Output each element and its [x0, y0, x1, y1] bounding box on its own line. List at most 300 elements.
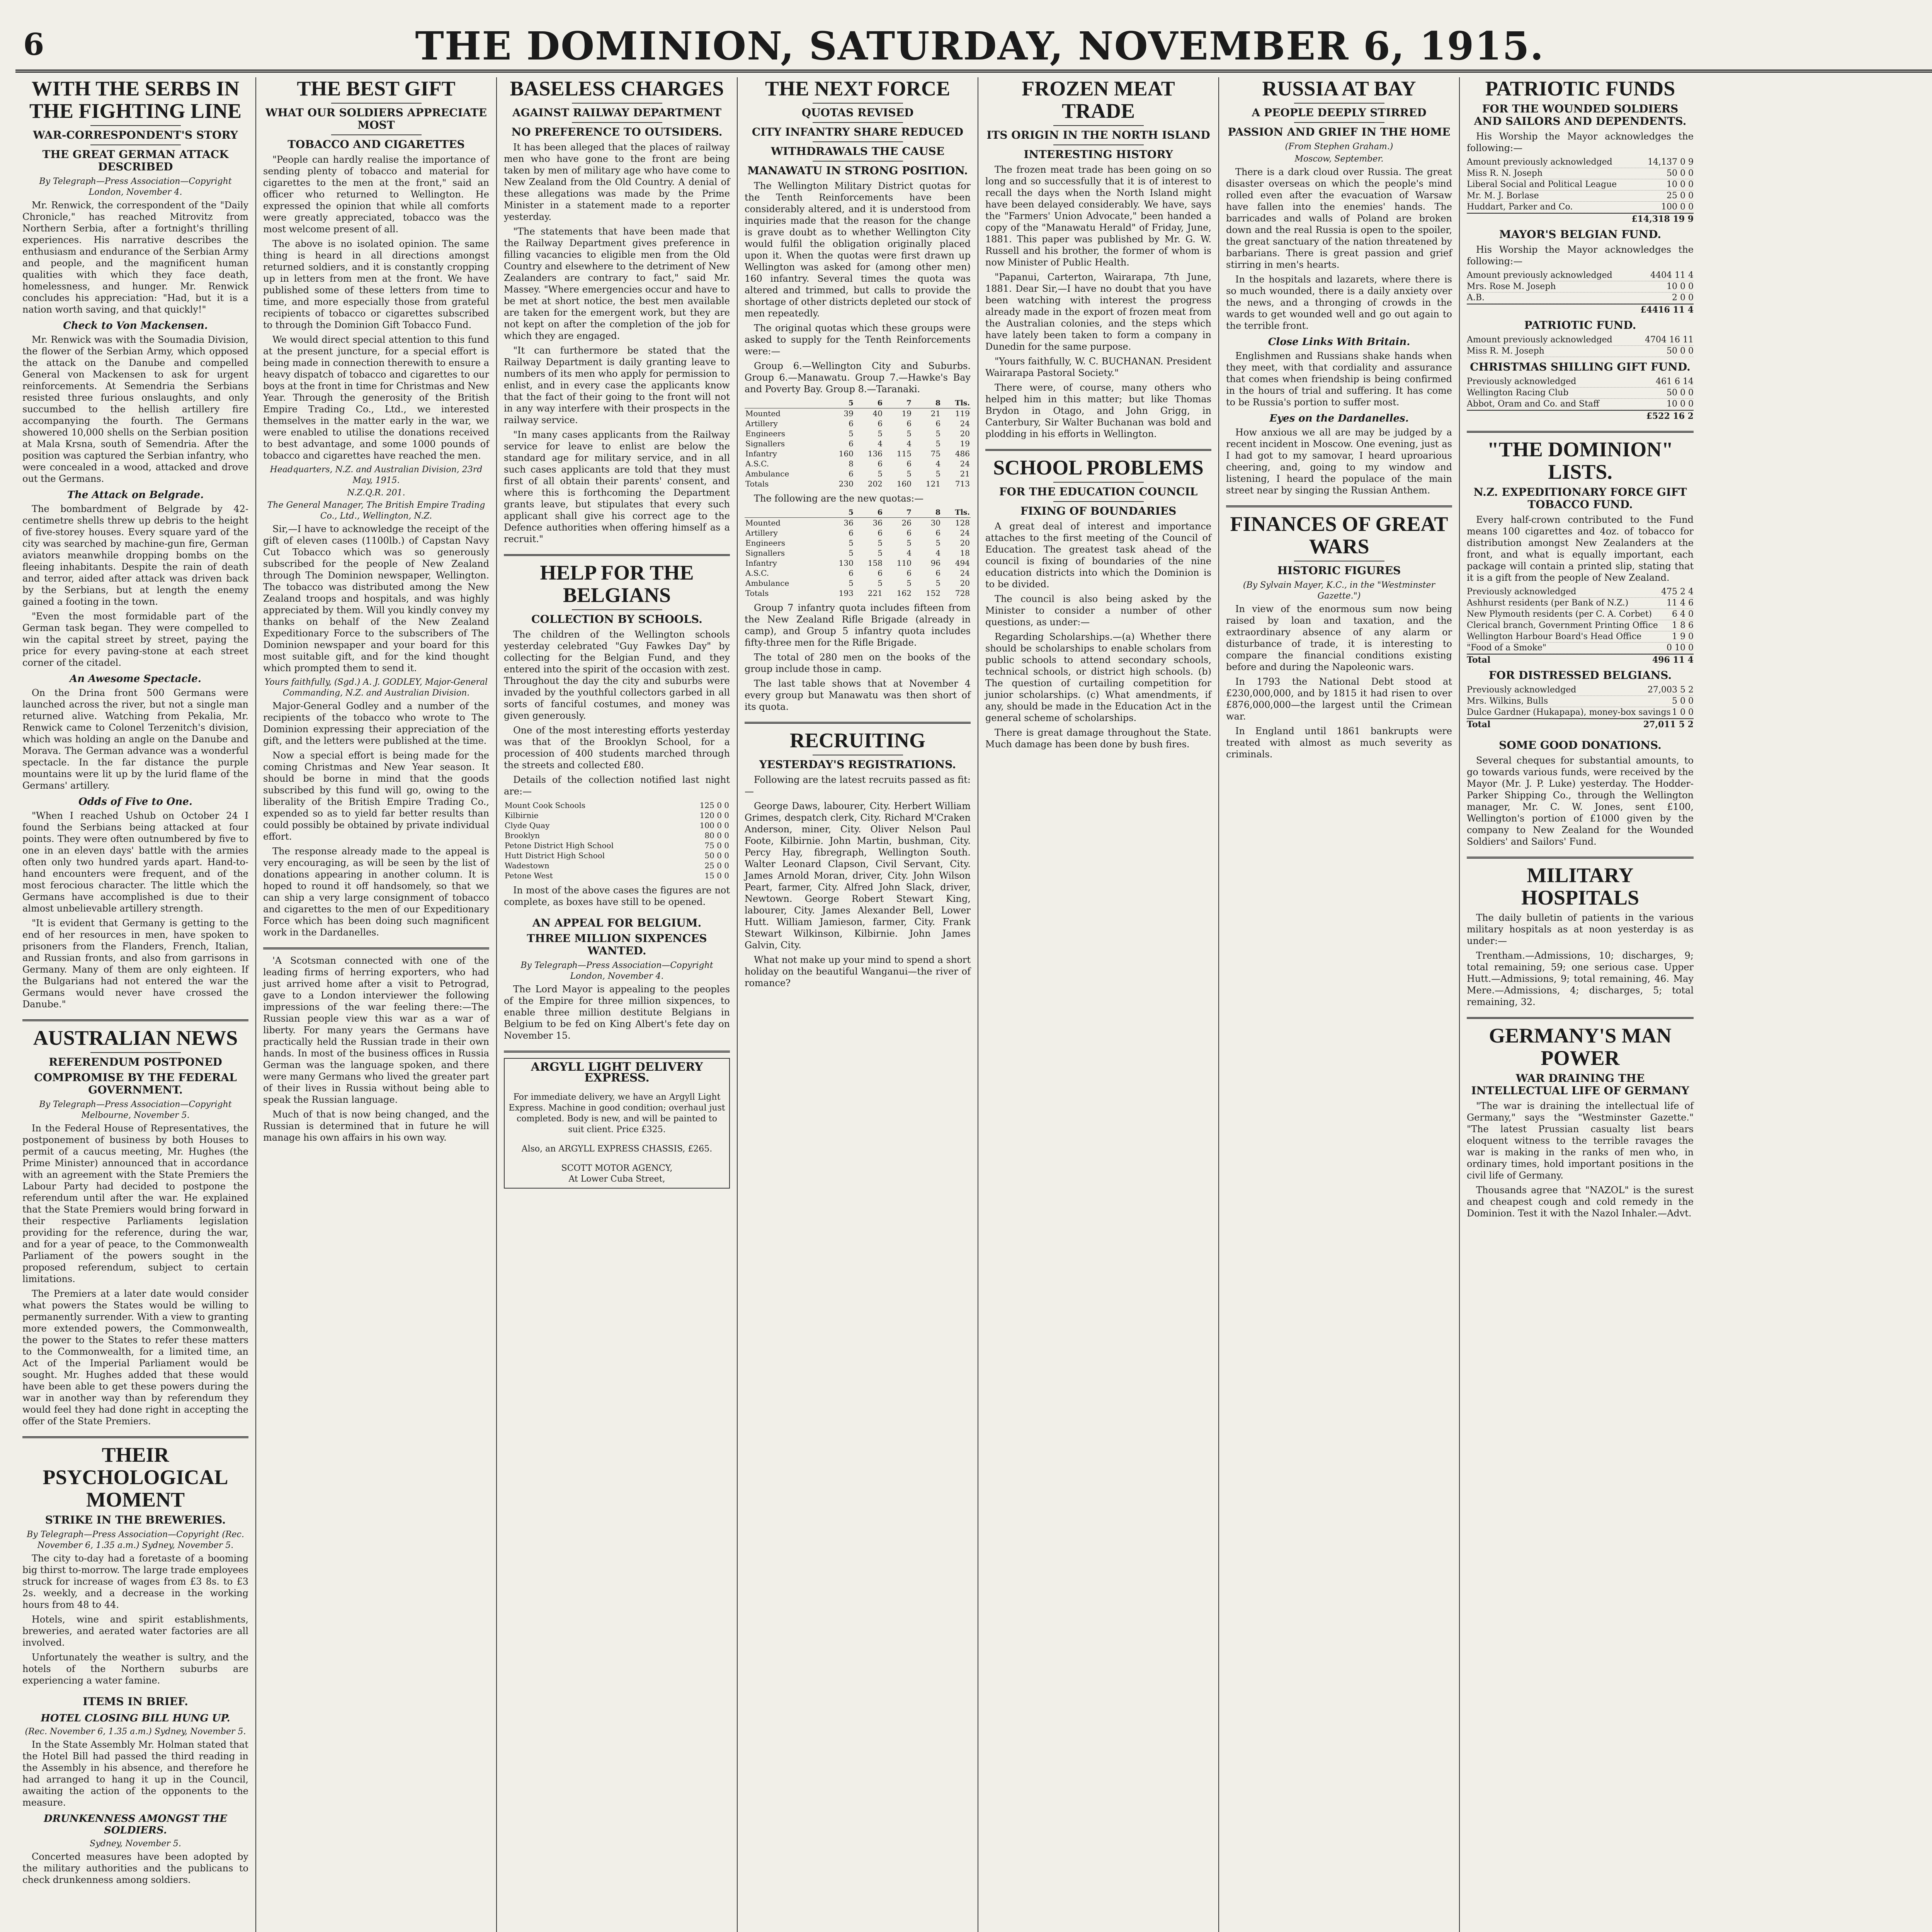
- table-header-row: 5 6 7 8 Tls.: [745, 507, 971, 518]
- ledger-amount: 0 10 0: [1667, 643, 1694, 653]
- ledger-label: Mrs. Rose M. Joseph: [1467, 282, 1556, 291]
- table-cell: 5: [849, 548, 854, 558]
- article-russia-at-bay: [1226, 77, 1452, 496]
- table-cell: Totals: [745, 588, 769, 598]
- table-cell: 24: [960, 568, 970, 578]
- headline: SCHOOL PROBLEMS: [993, 456, 1204, 479]
- ledger-amount: £4416 11 4: [1640, 305, 1694, 315]
- table-cell: 6: [849, 419, 854, 428]
- ledger-amount: 27,011 5 2: [1643, 719, 1694, 730]
- ledger-row: [1467, 631, 1694, 643]
- table-row: [745, 439, 971, 449]
- table-cell: 20: [960, 429, 970, 438]
- article-dominion-lists: [1467, 438, 1694, 730]
- table-cell: 5: [878, 469, 883, 478]
- article-recruiting: [745, 729, 971, 989]
- ledger-label: Dulce Gardner (Hukapapa), money-box savings: [1467, 707, 1671, 717]
- table-cell: 230: [838, 479, 854, 488]
- paragraph: The following are the new quotas:—: [754, 493, 924, 504]
- ledger-row: [1467, 335, 1694, 346]
- table-cell: 4: [906, 439, 912, 448]
- article-germany-man-power: [1467, 1024, 1694, 1219]
- ad-address: At Lower Cuba Street,: [568, 1174, 665, 1184]
- ledger-distressed-belgians: [1467, 685, 1694, 730]
- table-cell: 6: [878, 528, 883, 537]
- table-cell: 5: [906, 469, 912, 478]
- newspaper-title: THE DOMINION, SATURDAY, NOVEMBER 6, 1915.: [415, 23, 1544, 69]
- ledger-label: Miss R. M. Joseph: [1467, 346, 1544, 356]
- paragraph: "It can furthermore be stated that the Railway Department is daily granting leave to numbers of its men who apply for permission to enlist, and in every case the applicants know that the fact of their going to the front will not in any way interfere with their prospects in the railway service.: [504, 345, 730, 425]
- section-head: The Attack on Belgrade.: [67, 489, 204, 501]
- ledger-label: Liberal Social and Political League: [1467, 180, 1617, 189]
- table-cell: 728: [955, 588, 970, 598]
- table-cell: 36: [844, 518, 854, 527]
- ledger-belgian-fund: [1467, 270, 1694, 315]
- paragraph: The response already made to the appeal is very encouraging, as will be seen by the list of donations appearing in another column. It is hoped to round it off handsomely, so that we can ship a very large consignment of tobacco and cigarettes to the men of our Expeditionary Force which has been doing such magnificent work in the Dardanelles.: [263, 846, 489, 938]
- ledger-tobacco-fund: [1467, 587, 1694, 665]
- table-cell: 162: [896, 588, 912, 598]
- ledger-row: [1467, 388, 1694, 399]
- article-patriotic-funds: [1467, 77, 1694, 422]
- paragraph: Much of that is now being changed, and the Russian is determined that in future he will manage his own affairs in his own way.: [263, 1109, 489, 1143]
- paragraph: Hotels, wine and spirit establishments, breweries, and aerated water factories are all involved.: [22, 1614, 248, 1648]
- dateline: By Telegraph—Press Association—Copyright London, November 4.: [520, 961, 713, 981]
- table-row: Brooklyn 80 0 0: [505, 831, 729, 840]
- table-cell: 6: [878, 568, 883, 578]
- column-4: [738, 77, 978, 1932]
- paragraph: The last table shows that at November 4 every group but Manawatu was then short of its quota.: [745, 678, 971, 712]
- paragraph: There is a dark cloud over Russia. The great disaster overseas on which the people's mind rolled even after the evacuation of Warsaw have fallen into the enemies' hands. The barricades and walls of Poland are broken down and the real Russia is open to the spoiler, the great sanctuary of the nation threatened by barbarians. There is great passion and grief stirring in men's hearts.: [1226, 167, 1452, 270]
- paragraph: Englishmen and Russians shake hands when they meet, with that cordiality and assurance that comes when friendship is being confirmed in the hours of trial and suffering. It has come to be Russia's portion to suffer most.: [1226, 350, 1452, 408]
- ledger-amount: 5 0 0: [1672, 696, 1694, 706]
- page-number: 6: [23, 27, 44, 62]
- paragraph: Unfortunately the weather is sultry, and the hotels of the Northern suburbs are experiencing a water famine.: [22, 1652, 248, 1686]
- dateline: Sydney, November 5.: [90, 1839, 181, 1849]
- table-cell: 19: [960, 439, 970, 448]
- table-row: [745, 429, 971, 439]
- table-row: Kilbirnie 120 0 0: [505, 811, 729, 820]
- ledger-amount: 25 0 0: [1667, 191, 1694, 201]
- paragraph: What not make up your mind to spend a short holiday on the beautiful Wanganui—the river of romance?: [745, 954, 971, 988]
- table-row: [745, 588, 971, 598]
- ledger-label: Mrs. Wilkins, Bulls: [1467, 696, 1548, 706]
- paragraph: In most of the above cases the figures are not complete, as boxes have still to be opened.: [504, 885, 730, 907]
- article-military-hospitals: [1467, 864, 1694, 1008]
- subdeck: COMPROMISE BY THE FEDERAL GOVERNMENT.: [34, 1071, 237, 1096]
- ledger-amount: 461 6 14: [1656, 377, 1694, 386]
- paragraph: The original quotas which these groups were asked to supply for the Tenth Reinforcements were:—: [745, 323, 971, 357]
- table-cell: 5: [906, 429, 912, 438]
- byline: (By Sylvain Mayer, K.C., in the "Westminster Gazette."): [1243, 580, 1435, 601]
- column-2: [256, 77, 497, 1932]
- deck: COLLECTION BY SCHOOLS.: [531, 613, 702, 626]
- table-row: Petone District High School 75 0 0: [505, 841, 729, 850]
- column-3: [497, 77, 738, 1932]
- table-cell: 39: [844, 409, 854, 418]
- section-head: Eyes on the Dardanelles.: [1269, 413, 1409, 424]
- article-psychological-moment: [22, 1444, 248, 1686]
- paragraph: Details of the collection notified last night are:—: [504, 774, 730, 797]
- ledger-row: [1467, 202, 1694, 213]
- subhead: ITS ORIGIN IN THE NORTH ISLAND: [986, 129, 1210, 141]
- divider: [813, 122, 903, 123]
- table-cell: 158: [867, 558, 883, 568]
- ledger-label: New Plymouth residents (per C. A. Corbet): [1467, 609, 1652, 619]
- table-cell: 75: [930, 449, 941, 458]
- ledger-row: [1467, 598, 1694, 609]
- table-row: [745, 408, 971, 419]
- ledger-row: [1467, 293, 1694, 304]
- subhead: AGAINST RAILWAY DEPARTMENT: [512, 106, 722, 119]
- section-divider: [1467, 857, 1694, 859]
- ledger-amount: 2 0 0: [1672, 293, 1694, 303]
- article-donations: [1467, 739, 1694, 847]
- section-head: Odds of Five to One.: [78, 796, 192, 808]
- deck: WAR DRAINING THE INTELLECTUAL LIFE OF GERMANY: [1471, 1072, 1689, 1097]
- subhead: MAYOR'S BELGIAN FUND.: [1499, 228, 1662, 241]
- subhead: PATRIOTIC FUND.: [1524, 319, 1636, 332]
- article-next-force: [745, 77, 971, 713]
- paragraph: In the Federal House of Representatives, the postponement of business by both Houses to permit of a caucus meeting, Mr. Hughes (the Prime Minister) announced that in accordance with an agreement with the State Premiers the Labour Party had decided to postpone the referendum until after the war. He explained that the State Premiers would bring forward in their respective Parliaments legislation providing for the reference, during the war, and for a year of peace, to the Commonwealth Parliament of the powers sought in the proposed referendum, subject to certain limitations.: [22, 1123, 248, 1284]
- subhead: A PEOPLE DEEPLY STIRRED: [1252, 106, 1427, 119]
- headline: BASELESS CHARGES: [510, 77, 724, 100]
- ledger-amount: 10 0 0: [1667, 282, 1694, 291]
- ledger-label: A.B.: [1467, 293, 1485, 303]
- divider: [572, 122, 662, 123]
- ledger-label: Previously acknowledged: [1467, 587, 1577, 597]
- column-1: [15, 77, 256, 1932]
- dateline: By Telegraph—Press Association—Copyright (Rec. November 6, 1.35 a.m.) Sydney, November 5.: [27, 1530, 244, 1550]
- ledger-label: Amount previously acknowledged: [1467, 157, 1612, 167]
- ledger-label: Abbot, Oram and Co. and Staff: [1467, 399, 1599, 409]
- ledger-amount: 50 0 0: [1667, 168, 1694, 178]
- byline: (From Stephen Graham.): [1285, 142, 1393, 151]
- ledger-label: Miss R. N. Joseph: [1467, 168, 1543, 178]
- ledger-total-row: [1467, 410, 1694, 422]
- paragraph: Concerted measures have been adopted by the military authorities and the publicans to check drunkenness among soldiers.: [22, 1851, 248, 1885]
- table-row: [745, 418, 971, 429]
- ad-headline: ARGYLL LIGHT DELIVERY EXPRESS.: [531, 1060, 703, 1085]
- ledger-total-row: [1467, 654, 1694, 665]
- ledger-label: Wellington Racing Club: [1467, 388, 1569, 398]
- table-row: Petone West 15 0 0: [505, 871, 729, 880]
- divider: [572, 103, 662, 104]
- headline: WITH THE SERBS IN THE FIGHTING LINE: [29, 77, 242, 122]
- table-cell: Infantry: [745, 449, 777, 458]
- paragraph: On the Drina front 500 Germans were launched across the river, but not a single man returned alive. Watching from Pekalia, Mr. Renwick came to Colonel Terzenitch's division, which was holding an angle on the Danube and Morava. The German advance was a wonderful spectacle. In the far distance the purple mountains were lit up by the lurid flame of the Germans' artillery.: [22, 687, 248, 791]
- table-row: [745, 528, 971, 538]
- article-australian-news: [22, 1027, 248, 1427]
- groups-legend: Group 6.—Wellington City and Suburbs. Group 6.—Manawatu. Group 7.—Hawke's Bay and Poverty Bay. Group 8.—Taranaki.: [745, 361, 971, 395]
- divider: [1053, 501, 1144, 502]
- ledger-row: [1467, 376, 1694, 388]
- article-finances-great-wars: [1226, 513, 1452, 760]
- paragraph: "The war is draining the intellectual life of Germany," says the "Westminster Gazette." "The latest Prussian casualty list bears eloquent witness to the terrible ravages the war is making in the ranks of men who, in ordinary times, hold important positions in the civil life of Germany.: [1467, 1100, 1694, 1181]
- table-cell: 18: [960, 548, 970, 558]
- letter-heading: Headquarters, N.Z. and Australian Division, 23rd May, 1915.: [270, 465, 483, 485]
- subdeck: FIXING OF BOUNDARIES: [1020, 505, 1177, 517]
- table-row: [745, 518, 971, 528]
- ledger-amount: 11 4 6: [1667, 598, 1694, 608]
- paragraph: The frozen meat trade has been going on so long and so successfully that it is of interest to recall the days when the North Island might have been delayed considerably. We have, says the "Farmers' Union Advocate," been handed a copy of the "Manawatu Herald" of Friday, June, 1881. This paper was published by Mr. G. W. Russell and his brother, the former of whom is now Minister of Public Health.: [985, 164, 1211, 268]
- headline: THEIR PSYCHOLOGICAL MOMENT: [43, 1443, 228, 1511]
- table-cell: 30: [930, 518, 941, 527]
- ledger-label: Wellington Harbour Board's Head Office: [1467, 632, 1642, 641]
- deck: YESTERDAY'S REGISTRATIONS.: [759, 758, 956, 771]
- deck: N.Z. EXPEDITIONARY FORCE GIFT TOBACCO FUND.: [1473, 486, 1687, 511]
- subhead: WAR-CORRESPONDENT'S STORY: [33, 129, 238, 141]
- headline: SOME GOOD DONATIONS.: [1499, 739, 1662, 752]
- table-cell: 5: [878, 429, 883, 438]
- section-divider: [263, 947, 489, 949]
- paragraph: "The statements that have been made that the Railway Department gives preference in filling vacancies to eligible men from the Old Country and elsewhere to the detriment of New Zealanders are contrary to fact," said Mr. Massey. "Where emergencies occur and have to be met at short notice, the best men available are taken for the emergent work, but they are not kept on after the completion of the job for which they are engaged.: [504, 226, 730, 341]
- table-body: [745, 518, 971, 599]
- collection-table: [504, 800, 730, 881]
- paragraph: The Wellington Military District quotas for the Tenth Reinforcements have been considerably altered, and it is understood from inquiries made that the reason for the change is grave doubt as to whether Wellington City would fulfil the obligation originally placed upon it. When the quotas were first drawn up Wellington was asked for (among other men) 160 infantry. Several times the quota was altered and trimmed, but calls to provide the shortage of other districts depleted our stock of men repeatedly.: [745, 180, 971, 319]
- table-cell: 160: [838, 449, 854, 458]
- table-cell: 115: [896, 449, 912, 458]
- ledger-label: Mr. M. J. Borlase: [1467, 191, 1539, 201]
- ledger-amount: 475 2 4: [1661, 587, 1694, 597]
- paragraph: The above is no isolated opinion. The same thing is heard in all directions amongst returned soldiers, and it is constantly cropping up in letters from men at the front. We have published some of these letters from time to time, and more especially those from grateful recipients of tobacco or cigarettes subscribed to through the Dominion Gift Tobacco Fund.: [263, 238, 489, 330]
- divider: [813, 161, 903, 162]
- deck: CITY INFANTRY SHARE REDUCED: [752, 126, 964, 138]
- paragraph: Several cheques for substantial amounts, to go towards various funds, were received by the Mayor (Mr. J. P. Luke) yesterday. The Hodder-Parker Shipping Co., through the Wellington manager, Mr. C. W. Jones, sent £100, Wellington's portion of £1000 given by the company to New Zealand for the Wounded Soldiers' and Sailors' Fund.: [1467, 755, 1694, 847]
- paragraph: Major-General Godley and a number of the recipients of the tobacco who wrote to The Dominion expressing their appreciation of the gift, and the letters were published at the time.: [263, 701, 489, 746]
- divider: [813, 141, 903, 142]
- table-cell: 202: [867, 479, 883, 488]
- dateline: Moscow, September.: [1294, 154, 1384, 164]
- table-cell: 6: [906, 459, 912, 468]
- new-quotas-table: [745, 507, 971, 598]
- table-cell: Engineers: [745, 429, 786, 438]
- ledger-amount: 50 0 0: [1667, 388, 1694, 398]
- table-cell: 136: [867, 449, 883, 458]
- table-row: [745, 558, 971, 568]
- paragraph: "In many cases applicants from the Railway service for leave to enlist are below the standard age for military service, and in all such cases applicants are told that they must first of all obtain their parents' consent, and where this is forthcoming the Department grants leave, but stipulates that every such applicant shall give his correct age to the Defence authorities when offering himself as a recruit.": [504, 429, 730, 544]
- section-head: Check to Von Mackensen.: [63, 320, 208, 332]
- divider: [1053, 125, 1144, 126]
- ledger-row: [1467, 270, 1694, 281]
- ledger-total-row: [1467, 213, 1694, 224]
- ledger-amount: 4404 11 4: [1650, 270, 1694, 280]
- ledger-row: [1467, 168, 1694, 179]
- dateline: (Rec. November 6, 1.35 a.m.) Sydney, November 5.: [25, 1727, 246, 1736]
- table-cell: 21: [960, 469, 970, 478]
- table-cell: Signallers: [745, 548, 785, 558]
- ledger-amount: 496 11 4: [1652, 655, 1694, 665]
- ledger-row: [1467, 346, 1694, 357]
- divider: [1294, 103, 1384, 104]
- headline: AUSTRALIAN NEWS: [33, 1026, 238, 1049]
- paragraph: In the State Assembly Mr. Holman stated that the Hotel Bill had passed the third reading in the Assembly in his absence, and therefore he had arranged to hang it up in the Council, awaiting the action of the opponents to the measure.: [22, 1739, 248, 1808]
- section-divider: [1467, 1017, 1694, 1019]
- table-cell: 5: [878, 548, 883, 558]
- paragraph: In 1793 the National Debt stood at £230,000,000, and by 1815 it had risen to over £876,000,000—the largest until the Crimean war.: [1226, 676, 1452, 722]
- table-row: [745, 538, 971, 548]
- ledger-row: [1467, 587, 1694, 598]
- table-cell: 8: [849, 459, 854, 468]
- paragraph: "Papanui, Carterton, Wairarapa, 7th June, 1881. Dear Sir,—I have no doubt that you have been watching with interest the progress already made in the export of frozen meat from the Australian colonies, and the steps which have lately been taken to form a company in Dunedin for the same purpose.: [985, 272, 1211, 352]
- table-cell: 494: [955, 558, 970, 568]
- paragraph: Every half-crown contributed to the Fund means 100 cigarettes and 4oz. of tobacco for distribution amongst New Zealanders at the front, and what is equally important, each package will contain a printed slip, stating that it is a gift from the people of New Zealand.: [1467, 514, 1694, 583]
- section-divider: [985, 449, 1211, 451]
- section-divider: [1467, 431, 1694, 433]
- ledger-amount: 100 0 0: [1661, 202, 1694, 212]
- section-divider: [22, 1019, 248, 1021]
- table-cell: 4: [935, 459, 941, 468]
- table-cell: 160: [896, 479, 912, 488]
- table-cell: 40: [872, 409, 883, 418]
- ledger-amount: 1 9 0: [1672, 632, 1694, 641]
- dateline: By Telegraph—Press Association—Copyright London, November 4.: [39, 177, 232, 197]
- section-divider: [504, 554, 730, 556]
- ad-text: For immediate delivery, we have an Argyll Light Express. Machine in good condition; overhaul just completed. Body is new, and will be painted to suit client. Price £325.: [509, 1092, 725, 1134]
- table-cell: Ambulance: [745, 469, 789, 478]
- paragraph: There is great damage throughout the State. Much damage has been done by bush fires.: [985, 727, 1211, 750]
- divider: [1294, 122, 1384, 123]
- deck: HISTORIC FIGURES: [1277, 564, 1401, 577]
- table-row: [745, 469, 971, 479]
- table-cell: 5: [935, 578, 941, 588]
- table-cell: 4: [935, 548, 941, 558]
- table-cell: 26: [901, 518, 912, 527]
- ledger-total-row: [1467, 304, 1694, 315]
- deck: THREE MILLION SIXPENCES WANTED.: [527, 932, 707, 957]
- table-cell: 4: [878, 439, 883, 448]
- advertisement: Thousands agree that "NAZOL" is the surest and cheapest cough and cold remedy in the Dominion. Test it with the Nazol Inhaler.—Advt.: [1467, 1185, 1694, 1219]
- paragraph: The Lord Mayor is appealing to the peoples of the Empire for three million sixpences, to enable three million destitute Belgians in Belgium to be fed on King Albert's fete day on November 15.: [504, 984, 730, 1041]
- ledger-label: Amount previously acknowledged: [1467, 270, 1612, 280]
- headline: GERMANY'S MAN POWER: [1489, 1024, 1672, 1070]
- table-cell: 24: [960, 419, 970, 428]
- letter-reference: N.Z.Q.R. 201.: [347, 488, 405, 498]
- table-header-row: 5 6 7 8 Tls.: [745, 398, 971, 408]
- paragraph: His Worship the Mayor acknowledges the following:—: [1467, 131, 1694, 153]
- paragraph: "It is evident that Germany is getting to the end of her resources in men, have spoken to prisoners from the Flanders, French, Italian, and Russian fronts, and also from garrisons in Germany. Many of them are only eighteen. If the Bulgarians had not entered the war the Germans would never have crossed the Danube.": [22, 918, 248, 1010]
- section-head: DRUNKENNESS AMONGST THE SOLDIERS.: [44, 1813, 227, 1836]
- table-cell: 119: [955, 409, 970, 418]
- column-5: [978, 77, 1219, 1932]
- paragraph: In the hospitals and lazarets, where there is so much wounded, there is a daily anxiety over the news, and a thronging of crowds in the wards to get wounded well and go out again to the terrible front.: [1226, 274, 1452, 331]
- table-cell: 5: [935, 429, 941, 438]
- ad-text: Also, an ARGYLL EXPRESS CHASSIS, £265.: [521, 1144, 713, 1154]
- ledger-row: [1467, 399, 1694, 410]
- ledger-row: [1467, 609, 1694, 620]
- paragraph: Mr. Renwick was with the Soumadia Division, the flower of the Serbian Army, which opposed the attack on the Danube and compelled General von Mackensen to ask for urgent reinforcements. At Semendria the Serbians resisted three furious onslaughts, and only succumbed to the hellish artillery fire accompanying the fourth. The Germans showered 10,000 shells on the Serbian position at Mala Krsna, south of Semendria. After the position was captured the Serbian infantry, who were concealed in a wood, attacked and drove out the Germans.: [22, 334, 248, 484]
- section-head: Close Links With Britain.: [1268, 336, 1410, 348]
- divider: [813, 103, 903, 104]
- table-cell: 36: [872, 518, 883, 527]
- paragraph: In England until 1861 bankrupts were treated with almost as much severity as criminals.: [1226, 726, 1452, 760]
- table-row: Hutt District High School 50 0 0: [505, 851, 729, 860]
- headline: THE NEXT FORCE: [765, 77, 951, 100]
- table-cell: Artillery: [745, 528, 778, 537]
- ledger-amount: 10 0 0: [1667, 180, 1694, 189]
- table-cell: 96: [930, 558, 941, 568]
- table-cell: 5: [906, 578, 912, 588]
- table-cell: 6: [906, 419, 912, 428]
- table-row: [745, 479, 971, 489]
- deck: FOR THE EDUCATION COUNCIL: [999, 485, 1198, 498]
- table-cell: 6: [935, 419, 941, 428]
- paragraph: Regarding Scholarships.—(a) Whether there should be scholarships to enable scholars from public schools to attend secondary schools, technical schools, or district high schools. (b) The question of curtailing competition for junior scholarships. (c) What amendments, if any, should be made in the Education Act in the general scheme of scholarships.: [985, 631, 1211, 723]
- headline: THE BEST GIFT: [297, 77, 456, 100]
- article-russian-trade: [263, 955, 489, 1143]
- paragraph: The bombardment of Belgrade by 42-centimetre shells threw up debris to the height of five-storey houses. Every square yard of the city was searched by machine-gun fire, German aviators meanwhile dropping bombs on the fleeing inhabitants. Despite the rain of death and terror, aided after attack was driven back by the Serbians, but at length the enemy gained a footing in the town.: [22, 503, 248, 607]
- section-divider: [22, 1436, 248, 1438]
- ledger-christmas-fund: [1467, 376, 1694, 422]
- divider: [90, 125, 181, 126]
- paragraph: There were, of course, many others who helped him in this matter; but like Thomas Brydon in Otago, and John Grigg, in Canterbury, Sir Walter Buchanan was bold and plodding in his efforts in Wellington.: [985, 382, 1211, 439]
- deck: TOBACCO AND CIGARETTES: [287, 138, 465, 151]
- table-cell: 121: [925, 479, 941, 488]
- headline: FINANCES OF GREAT WARS: [1230, 512, 1448, 558]
- table-cell: 152: [925, 588, 941, 598]
- dateline: By Telegraph—Press Association—Copyright Melbourne, November 5.: [39, 1100, 232, 1120]
- headline: PATRIOTIC FUNDS: [1485, 77, 1675, 100]
- table-cell: 6: [935, 528, 941, 537]
- ledger-total-row: [1467, 718, 1694, 730]
- paragraph: In view of the enormous sum now being raised by loan and taxation, and the extraordinary absence of any alarm or disturbance of trade, it is interesting to compare the financial conditions existing before and during the Napoleonic wars.: [1226, 604, 1452, 672]
- ledger-row: [1467, 696, 1694, 707]
- table-cell: 5: [935, 439, 941, 448]
- article-items-in-brief: [22, 1696, 248, 1886]
- table-cell: Mounted: [745, 518, 781, 527]
- paragraph: "Yours faithfully, W. C. BUCHANAN. President Wairarapa Pastoral Society.": [985, 356, 1211, 378]
- table-row: [745, 578, 971, 588]
- paragraph: The children of the Wellington schools yesterday celebrated "Guy Fawkes Day" by collecting for the Belgian Fund, and they entered into the spirit of the occasion with zest. Throughout the day the city and suburbs were invaded by the youthful collectors garbed in all sorts of fanciful costumes, and money was given generously.: [504, 629, 730, 721]
- table-cell: 5: [849, 538, 854, 548]
- table-cell: Ambulance: [745, 578, 789, 588]
- deck: THE GREAT GERMAN ATTACK DESCRIBED: [42, 148, 229, 173]
- paragraph: 'A Scotsman connected with one of the leading firms of herring exporters, who had just arrived home after a visit to Petrograd, gave to a London interviewer the following impressions of the war feeling there:—The Russian people view this war as a war of liberty. For many years the Germans have practically held the Russian trade in their own hands. In most of the business offices in Russia German was the language spoken, and there were many Germans who lived the greater part of their lives in Russia without being able to speak the Russian language.: [263, 955, 489, 1105]
- masthead: [15, 15, 1932, 73]
- table-cell: 5: [906, 538, 912, 548]
- ledger-label: Previously acknowledged: [1467, 685, 1577, 695]
- ledger-row: [1467, 685, 1694, 696]
- table-cell: 6: [878, 459, 883, 468]
- paragraph: The Premiers at a later date would consider what powers the States would be willing to permanently surrender. With a view to granting more extended powers, the Commonwealth, the power to the States to refer these matters to the Commonwealth, for a limited time, an Act of the Imperial Parliament would be sought. Mr. Hughes added that these would have been able to get these powers during the war in another way than by referendum they would feel they had done right in accepting the offer of the State Premiers.: [22, 1288, 248, 1427]
- headline: FROZEN MEAT TRADE: [1022, 77, 1175, 122]
- column-6: [1219, 77, 1460, 1932]
- ledger-label: Ashhurst residents (per Bank of N.Z.): [1467, 598, 1629, 608]
- table-row: Wadestown 25 0 0: [505, 861, 729, 870]
- deck: WITHDRAWALS THE CAUSE: [770, 145, 945, 158]
- letter-signature: Yours faithfully, (Sgd.) A. J. GODLEY, Major-General Commanding, N.Z. and Australian Division.: [264, 677, 488, 698]
- table-cell: 5: [935, 469, 941, 478]
- divider: [90, 1052, 181, 1053]
- paragraph: A great deal of interest and importance attaches to the first meeting of the Council of Education. The greatest task ahead of the council is fixing of boundaries of the nine education districts into which the Dominion is to be divided.: [985, 521, 1211, 590]
- headline: AN APPEAL FOR BELGIUM.: [532, 917, 702, 929]
- subhead: QUOTAS REVISED: [801, 106, 914, 119]
- ledger-row: [1467, 620, 1694, 631]
- section-divider: [1226, 505, 1452, 507]
- ledger-row: [1467, 190, 1694, 202]
- ledger-amount: £14,318 19 9: [1631, 214, 1694, 224]
- ledger-label: Huddart, Parker and Co.: [1467, 202, 1573, 212]
- column-7: [1460, 77, 1701, 1932]
- ledger-row: [1467, 179, 1694, 190]
- table-cell: 713: [955, 479, 970, 488]
- ledger-patriotic-fund: [1467, 335, 1694, 357]
- ledger-label: Clerical branch, Government Printing Office: [1467, 621, 1658, 630]
- ledger-amount: 6 4 0: [1672, 609, 1694, 619]
- paragraph: His Worship the Mayor acknowledges the following:—: [1467, 244, 1694, 267]
- table-cell: 193: [838, 588, 854, 598]
- table-cell: 5: [849, 429, 854, 438]
- table-row: Mount Cook Schools 125 0 0: [505, 801, 729, 810]
